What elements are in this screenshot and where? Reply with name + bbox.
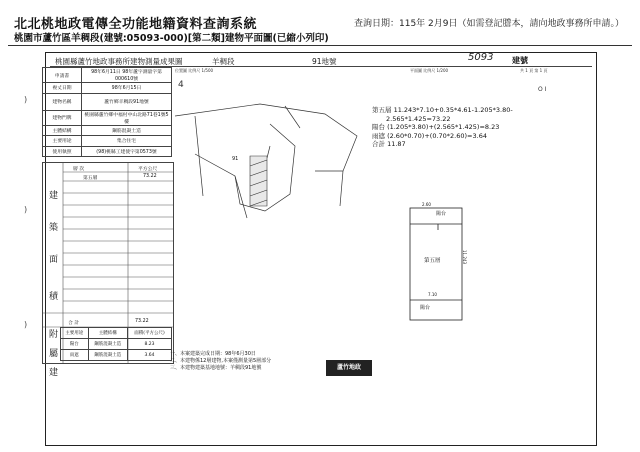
area-vlabel: 築	[49, 223, 59, 233]
info-value: (98)桃縣工建使字第0573號	[82, 146, 172, 157]
calc-line: 陽台 (1.205*3.80)+(2.565*1.425)=8.23	[372, 123, 500, 131]
official-stamp: 蘆竹地政	[326, 360, 372, 376]
info-value: 集合住宅	[82, 136, 172, 147]
info-key: 建物門牌	[43, 110, 82, 125]
document-kind: 建號	[512, 56, 528, 65]
header-title: 北北桃地政電傳全功能地籍資料查詢系統	[14, 17, 258, 32]
attached-cell: 8.23	[127, 339, 171, 350]
map-left-mark: 4	[178, 80, 184, 90]
calc-line: 雨遮 (2.60*0.70)+(0.70*2.60)=3.64	[372, 131, 487, 140]
plan-dim-mid: 7.10	[428, 292, 437, 297]
attached-vlabel: 附	[49, 330, 59, 340]
calc-line: 第五層 11.243*7.10+0.35*4.61-1.205*3.80-	[372, 106, 513, 114]
table-row	[43, 110, 172, 125]
attached-header: 主體結構	[88, 328, 127, 339]
attached-cell: 鋼筋混凝土造	[88, 350, 127, 361]
area-floor: 第五層	[83, 176, 98, 181]
plan-balcony-top: 陽台	[436, 211, 447, 217]
table-row	[43, 125, 172, 136]
corner-mark: O I	[538, 86, 547, 93]
info-value: 鋼筋混凝土造	[82, 125, 172, 136]
building-info-table	[42, 67, 172, 157]
info-key: 使用執照	[43, 146, 82, 157]
area-vlabel: 面	[49, 255, 59, 265]
info-value: 桃園縣蘆竹鄉中福村中山北路71巷1號5樓	[82, 110, 172, 125]
remark-line: 二、本建物係12層建物,本案僅測量第5層部分	[170, 358, 272, 364]
attached-cell: 鋼筋混凝土造	[88, 339, 127, 350]
remark-line: 三、本建物建築基地地號：羊稠段91地號	[170, 365, 262, 371]
location-scale-note: 位置圖 比例尺 1/500	[175, 68, 214, 73]
info-key: 複丈日期	[43, 83, 82, 94]
calc-line: 2.565*1.425=73.22	[386, 114, 451, 123]
table-row	[61, 339, 172, 350]
table-row	[43, 68, 172, 83]
document-lot: 91地號	[312, 57, 337, 66]
info-key: 主要用途	[43, 136, 82, 147]
map-lot-number: 91	[232, 156, 239, 162]
info-key: 申請書	[43, 68, 82, 83]
attached-cell: 3.64	[127, 350, 171, 361]
table-row	[43, 93, 172, 110]
table-row	[61, 328, 172, 339]
floor-plan	[398, 200, 478, 330]
plan-scale-note: 平面圖 比例尺 1/200	[410, 68, 449, 73]
attached-cell: 雨遮	[61, 350, 89, 361]
page-subtitle: 桃園市蘆竹區羊稠段(建號:05093-000)[第二類]建物平面圖(已縮小列印)	[14, 33, 329, 44]
attached-table	[60, 327, 172, 361]
info-value: 98年6月15日	[82, 83, 172, 94]
info-key: 主體結構	[43, 125, 82, 136]
binding-mark: )	[24, 320, 28, 329]
binding-mark: )	[24, 95, 28, 104]
calc-line: 合計 11.87	[372, 140, 406, 148]
plan-dim-side: 11.243	[462, 250, 467, 264]
area-vlabel: 建	[49, 191, 59, 201]
header-divider	[8, 45, 632, 46]
query-date: 查詢日期：115年 2月9日（如需登記謄本，請向地政事務所申請。）	[354, 19, 624, 29]
attached-vlabel: 屬	[49, 349, 59, 359]
area-col-floor: 層 次	[73, 167, 85, 172]
area-vlabel: 積	[49, 292, 59, 302]
attached-cell: 陽台	[61, 339, 89, 350]
area-floor-value: 73.22	[143, 174, 157, 179]
info-value: 蘆竹鄉羊稠段91地號	[82, 93, 172, 110]
binding-mark: )	[24, 205, 28, 214]
area-total-label: 合 計	[68, 321, 80, 326]
table-row	[43, 146, 172, 157]
remark-line: 一、本案建築完成日期：98年6月30日	[170, 351, 256, 357]
remarks	[170, 351, 271, 372]
area-col-unit: 平方公尺	[138, 167, 158, 172]
handwritten-number: 5093	[468, 52, 494, 63]
info-value: 98年6月11日 98年蘆字測量字第000610號	[82, 68, 172, 83]
plan-dim-top: 2.60	[422, 202, 431, 207]
table-row	[61, 350, 172, 361]
plan-balcony-bottom: 陽台	[420, 305, 431, 311]
info-key: 建物名稱	[43, 93, 82, 110]
table-row	[43, 136, 172, 147]
area-calculation	[372, 106, 513, 149]
attached-header: 主要用途	[61, 328, 89, 339]
attached-vlabel: 建	[49, 368, 59, 378]
document-section: 羊稠段	[212, 57, 235, 66]
attached-header: 面積(平方公尺)	[127, 328, 171, 339]
table-row	[43, 83, 172, 94]
plan-floor-label: 第五層	[424, 258, 441, 264]
sheet-note: 共 1 頁 第 1 頁	[520, 68, 548, 73]
document-office-title: 桃園縣蘆竹地政事務所建物測量成果圖	[55, 57, 183, 66]
area-total-value: 73.22	[135, 319, 149, 324]
location-map	[175, 76, 365, 226]
